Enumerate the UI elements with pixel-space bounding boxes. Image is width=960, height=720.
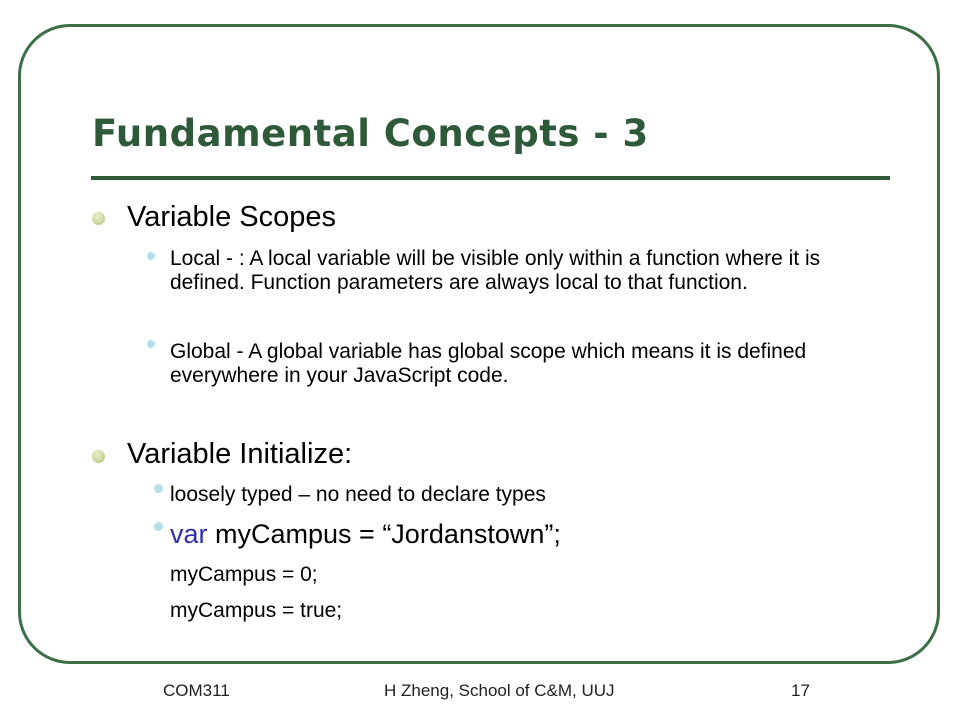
- bullet-variable-initialize: Variable Initialize:: [127, 438, 353, 470]
- footer-author: H Zheng, School of C&M, UUJ: [384, 681, 615, 700]
- code-line-zero: myCampus = 0;: [170, 563, 318, 586]
- loosely-typed-text: loosely typed – no need to declare types: [170, 483, 546, 506]
- var-keyword: var: [170, 519, 208, 549]
- code-line-var: [170, 518, 561, 550]
- sub-bullet-icon: [147, 340, 155, 348]
- code-line-true: myCampus = true;: [170, 599, 343, 622]
- footer-course: COM311: [163, 681, 230, 700]
- slide-title: Fundamental Concepts - 3: [92, 112, 649, 155]
- bullet-dot-icon: [92, 212, 105, 225]
- bullet-dot-icon: [92, 450, 105, 463]
- sub-bullet-icon: [154, 522, 163, 531]
- bullet-variable-scopes: Variable Scopes: [127, 201, 337, 233]
- sub-bullet-icon: [154, 484, 163, 493]
- sub-bullet-icon: [147, 252, 155, 260]
- local-scope-text: Local - : A local variable will be visible only within a function where it is defined. Function parameters are always local to that function.: [170, 247, 821, 294]
- title-underline: [91, 176, 890, 180]
- footer-page-number: 17: [791, 681, 810, 700]
- code-assignment: myCampus = “Jordanstown”;: [207, 519, 561, 549]
- global-scope-text: Global - A global variable has global scope which means it is defined everywhere in your JavaScript code.: [170, 340, 807, 387]
